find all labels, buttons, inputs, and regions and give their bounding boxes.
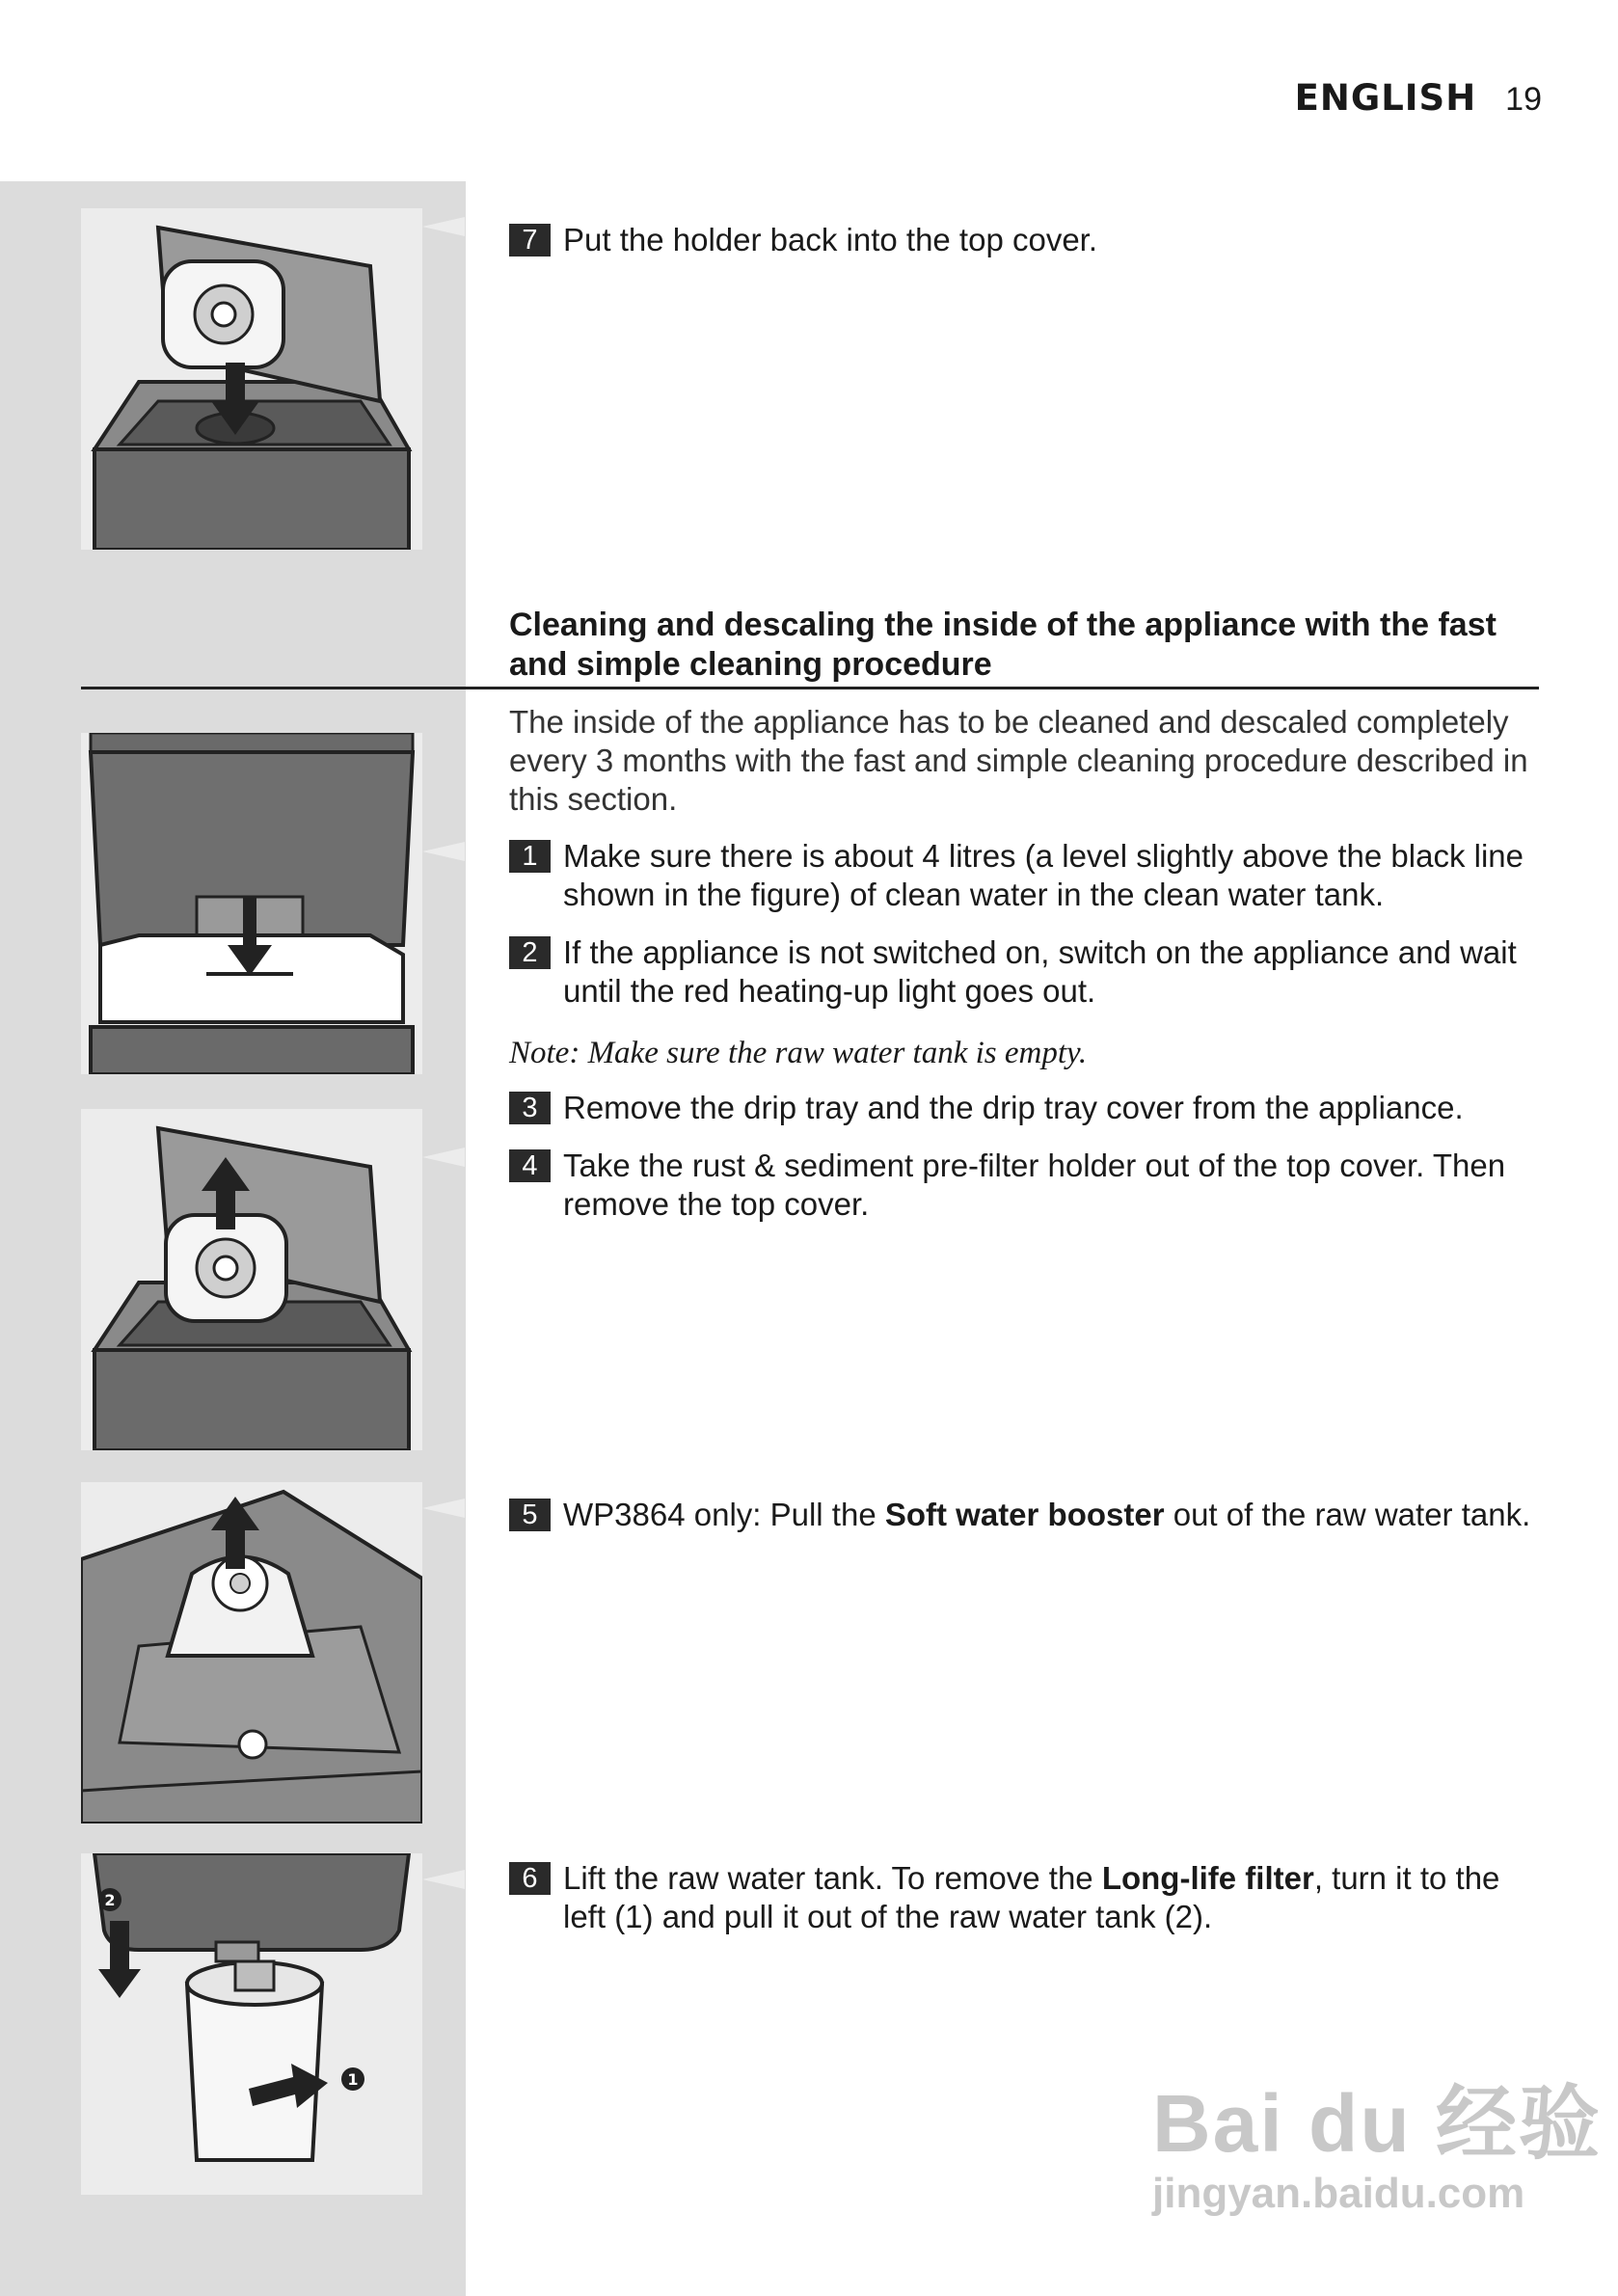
section-intro: The inside of the appliance has to be cleaned and descaled completely every 3 months with the fast and simple cleaning procedure described in this section. — [509, 704, 1528, 817]
figure-long-life-filter — [81, 1853, 422, 2195]
step-1 — [509, 837, 1536, 914]
step-number-badge: 6 — [509, 1862, 551, 1895]
figure-pointer — [422, 1870, 465, 1889]
step-text-pre: Lift the raw water tank. To remove the — [563, 1860, 1102, 1896]
figure-pointer — [422, 1499, 465, 1518]
figure-pointer — [422, 217, 465, 236]
language-label: ENGLISH — [1294, 77, 1477, 119]
section-divider — [81, 687, 1539, 689]
figure-clean-water-tank — [81, 733, 422, 1074]
step-3 — [509, 1089, 1536, 1127]
step-number-badge: 3 — [509, 1092, 551, 1124]
page-number: 19 — [1505, 81, 1542, 118]
step-number-badge: 2 — [509, 936, 551, 969]
step-6 — [509, 1859, 1536, 1936]
step-2 — [509, 933, 1536, 1011]
note-text: Note: Make sure the raw water tank is empty. — [509, 1036, 1088, 1070]
step-number-badge: 4 — [509, 1149, 551, 1182]
step-text-pre: WP3864 only: Pull the — [563, 1497, 885, 1532]
step-number-badge: 7 — [509, 224, 551, 257]
figure-pointer — [422, 1148, 465, 1167]
section-heading: Cleaning and descaling the inside of the appliance with the fast and simple cleaning procedure — [509, 607, 1497, 683]
figure-label-2: 2 — [104, 1891, 116, 1909]
step-text-post: out of the raw water tank. — [1164, 1497, 1531, 1532]
figure-pointer — [422, 842, 465, 861]
step-text: Make sure there is about 4 litres (a level slightly above the black line shown in the figure) of clean water in the clean water tank. — [563, 838, 1524, 912]
step-text-post: , turn it to the left (1) and pull it out of the raw water tank (2). — [563, 1860, 1500, 1934]
figure-label-1: 1 — [347, 2070, 359, 2089]
step-5 — [509, 1496, 1536, 1534]
step-text: Remove the drip tray and the drip tray cover from the appliance. — [563, 1090, 1464, 1125]
page-header — [1295, 77, 1542, 119]
step-text: Take the rust & sediment pre-filter holder out of the top cover. Then remove the top cover. — [563, 1148, 1506, 1222]
watermark-logo: Bai du 经验 — [1152, 2078, 1603, 2169]
step-text: If the appliance is not switched on, switch on the appliance and wait until the red heating-up light goes out. — [563, 934, 1517, 1009]
watermark-url: jingyan.baidu.com — [1152, 2170, 1525, 2217]
step-number-badge: 1 — [509, 840, 551, 873]
step-number-badge: 5 — [509, 1499, 551, 1531]
step-7 — [509, 221, 1536, 259]
step-text-bold: Soft water booster — [884, 1497, 1165, 1532]
step-4 — [509, 1147, 1536, 1224]
figure-soft-water-booster — [81, 1482, 422, 1823]
baidu-watermark — [1152, 2059, 1602, 2218]
step-text: Put the holder back into the top cover. — [563, 222, 1098, 257]
step-text-bold: Long-life filter — [1101, 1860, 1314, 1896]
figure-holder-out-of-cover — [81, 1109, 422, 1450]
figure-holder-into-cover — [81, 208, 422, 550]
